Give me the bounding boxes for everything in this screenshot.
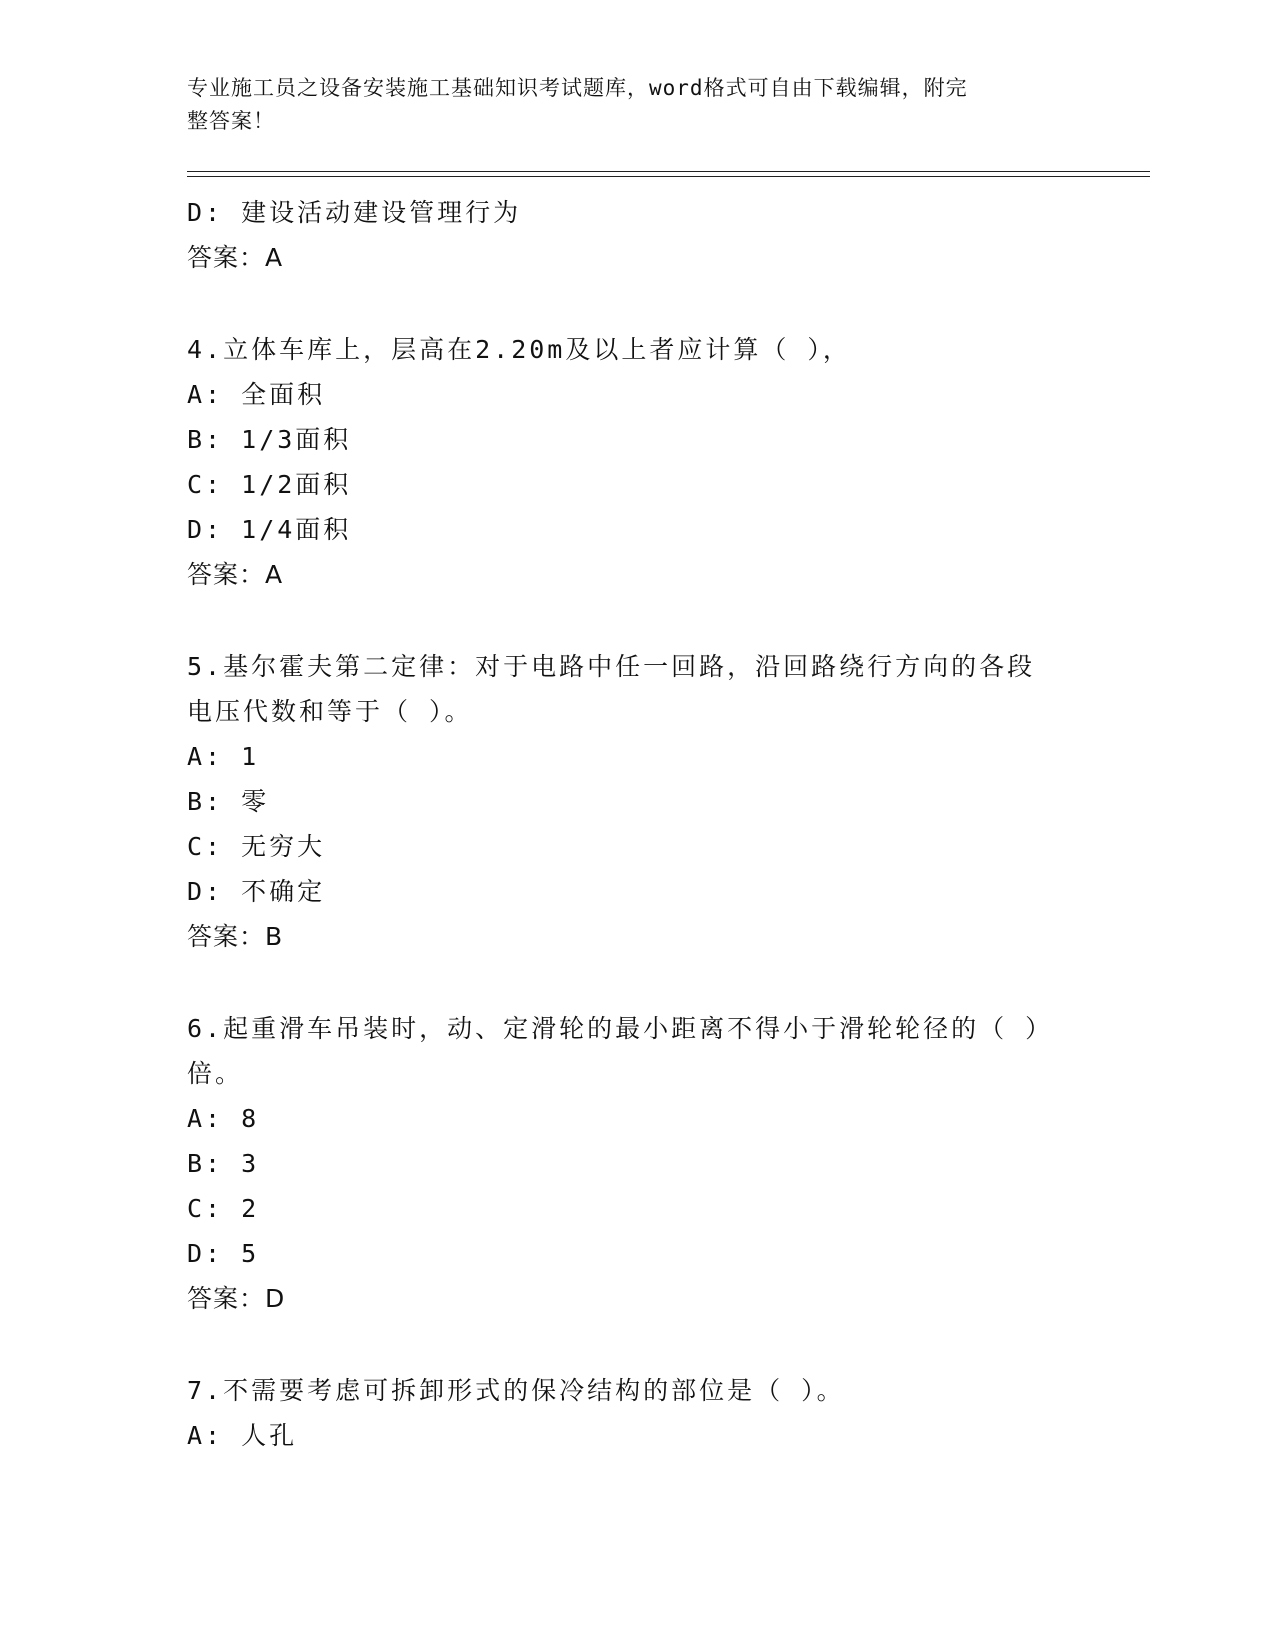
question-line: 倍。: [187, 1059, 244, 1088]
option-a: A: 8: [187, 1104, 260, 1133]
question-text: [187, 327, 1067, 372]
option-d: D: 5: [187, 1239, 260, 1268]
question-line: 7.不需要考虑可拆卸形式的保冷结构的部位是（ ）。: [187, 1376, 845, 1405]
question-6: [187, 1006, 1087, 1321]
document-header: [187, 72, 1067, 138]
question-line: 5.基尔霍夫第二定律：对于电路中任一回路，沿回路绕行方向的各段: [187, 652, 1036, 681]
option-d: D: 1/4面积: [187, 515, 352, 544]
option-c: C: 2: [187, 1194, 260, 1223]
option-a: A: 全面积: [187, 380, 326, 409]
header-line-2: 整答案！: [187, 109, 275, 133]
option-a: A: 1: [187, 742, 260, 771]
option-d: D: 不确定: [187, 877, 326, 906]
option-c: C: 无穷大: [187, 832, 326, 861]
question-4: [187, 327, 1087, 597]
question-list: [187, 190, 1087, 1458]
question-5: [187, 644, 1087, 959]
option-b: B: 1/3面积: [187, 425, 352, 454]
answer: 答案：A: [187, 560, 284, 589]
answer: 答案：B: [187, 922, 284, 951]
question-text: [187, 1006, 1067, 1096]
header-rule-top: [187, 171, 1150, 172]
question-line: 电压代数和等于（ ）。: [187, 697, 473, 726]
question-7: [187, 1368, 1087, 1458]
answer: 答案：D: [187, 1284, 286, 1313]
option-a: A: 人孔: [187, 1421, 298, 1450]
option-c: C: 1/2面积: [187, 470, 352, 499]
previous-question-tail: [187, 190, 1087, 280]
question-line: 6.起重滑车吊装时，动、定滑轮的最小距离不得小于滑轮轮径的（ ）: [187, 1014, 1054, 1043]
option-d: D: 建设活动建设管理行为: [187, 198, 522, 227]
question-text: [187, 644, 1067, 734]
question-line: 4.立体车库上，层高在2.20m及以上者应计算（ ），: [187, 335, 851, 364]
header-rule-bottom: [187, 176, 1150, 177]
option-b: B: 零: [187, 787, 270, 816]
header-line-1: 专业施工员之设备安装施工基础知识考试题库，word格式可自由下载编辑，附完: [187, 76, 968, 100]
question-text: [187, 1368, 1067, 1413]
option-b: B: 3: [187, 1149, 260, 1178]
answer: 答案：A: [187, 243, 284, 272]
